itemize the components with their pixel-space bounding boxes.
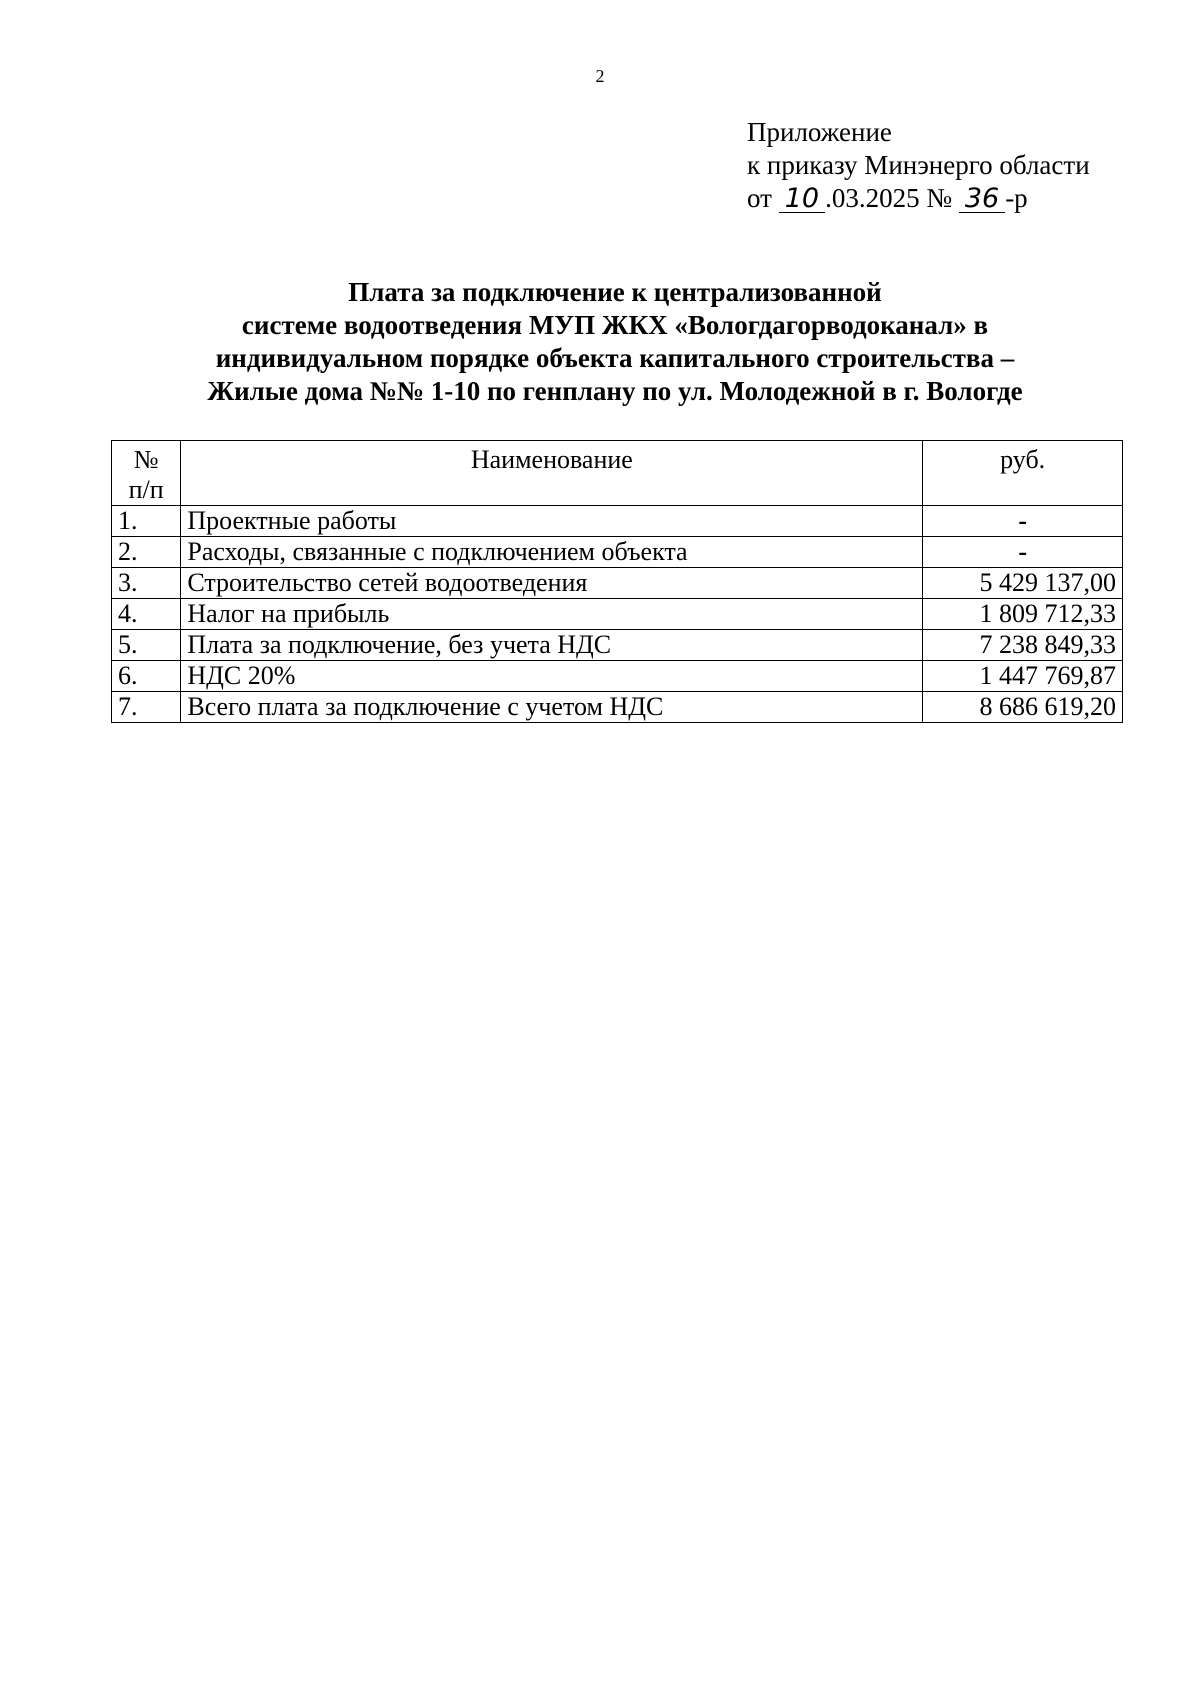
appendix-order-ref: к приказу Минэнерго области: [747, 150, 1090, 180]
row-name: Плата за подключение, без учета НДС: [181, 630, 923, 661]
table-row: [112, 506, 1123, 537]
row-number: 7.: [112, 692, 181, 723]
row-name: НДС 20%: [181, 661, 923, 692]
row-number: 5.: [112, 630, 181, 661]
header-value: руб.: [923, 441, 1123, 506]
row-number: 1.: [112, 506, 181, 537]
appendix-date-line: [747, 182, 1090, 215]
title-line-3: индивидуальном порядке объекта капитального строительства –: [215, 343, 1015, 373]
handwritten-order-number: 36: [959, 186, 1005, 213]
row-value: 5 429 137,00: [923, 568, 1123, 599]
appendix-title: Приложение: [747, 117, 892, 147]
row-value: -: [923, 506, 1123, 537]
row-name: Проектные работы: [181, 506, 923, 537]
fee-table: [111, 440, 1123, 723]
row-name: Всего плата за подключение с учетом НДС: [181, 692, 923, 723]
row-value: -: [923, 537, 1123, 568]
handwritten-day: 10: [779, 186, 825, 213]
date-rest: .03.2025 №: [825, 183, 953, 213]
table-row: [112, 568, 1123, 599]
table-row: [112, 630, 1123, 661]
row-number: 2.: [112, 537, 181, 568]
title-line-1: Плата за подключение к централизованной: [348, 277, 882, 307]
document-title: [100, 276, 1130, 408]
row-number: 3.: [112, 568, 181, 599]
title-line-2: системе водоотведения МУП ЖКХ «Вологдагорводоканал» в: [241, 310, 989, 340]
header-number: [112, 441, 181, 506]
table-row: [112, 692, 1123, 723]
row-name: Расходы, связанные с подключением объекта: [181, 537, 923, 568]
table-row: [112, 537, 1123, 568]
row-number: 4.: [112, 599, 181, 630]
title-line-4: Жилые дома №№ 1-10 по генплану по ул. Молодежной в г. Вологде: [207, 376, 1023, 406]
row-value: 1 447 769,87: [923, 661, 1123, 692]
header-name: Наименование: [181, 441, 923, 506]
row-value: 8 686 619,20: [923, 692, 1123, 723]
table-header-row: [112, 441, 1123, 506]
header-number-line2: п/п: [128, 475, 164, 504]
row-number: 6.: [112, 661, 181, 692]
header-number-line1: №: [133, 445, 159, 474]
row-name: Строительство сетей водоотведения: [181, 568, 923, 599]
order-suffix: -р: [1005, 183, 1028, 213]
row-value: 7 238 849,33: [923, 630, 1123, 661]
row-value: 1 809 712,33: [923, 599, 1123, 630]
table-row: [112, 661, 1123, 692]
row-name: Налог на прибыль: [181, 599, 923, 630]
table-row: [112, 599, 1123, 630]
appendix-block: [747, 116, 1090, 215]
page-number: 2: [595, 66, 605, 86]
date-prefix: от: [747, 183, 772, 213]
